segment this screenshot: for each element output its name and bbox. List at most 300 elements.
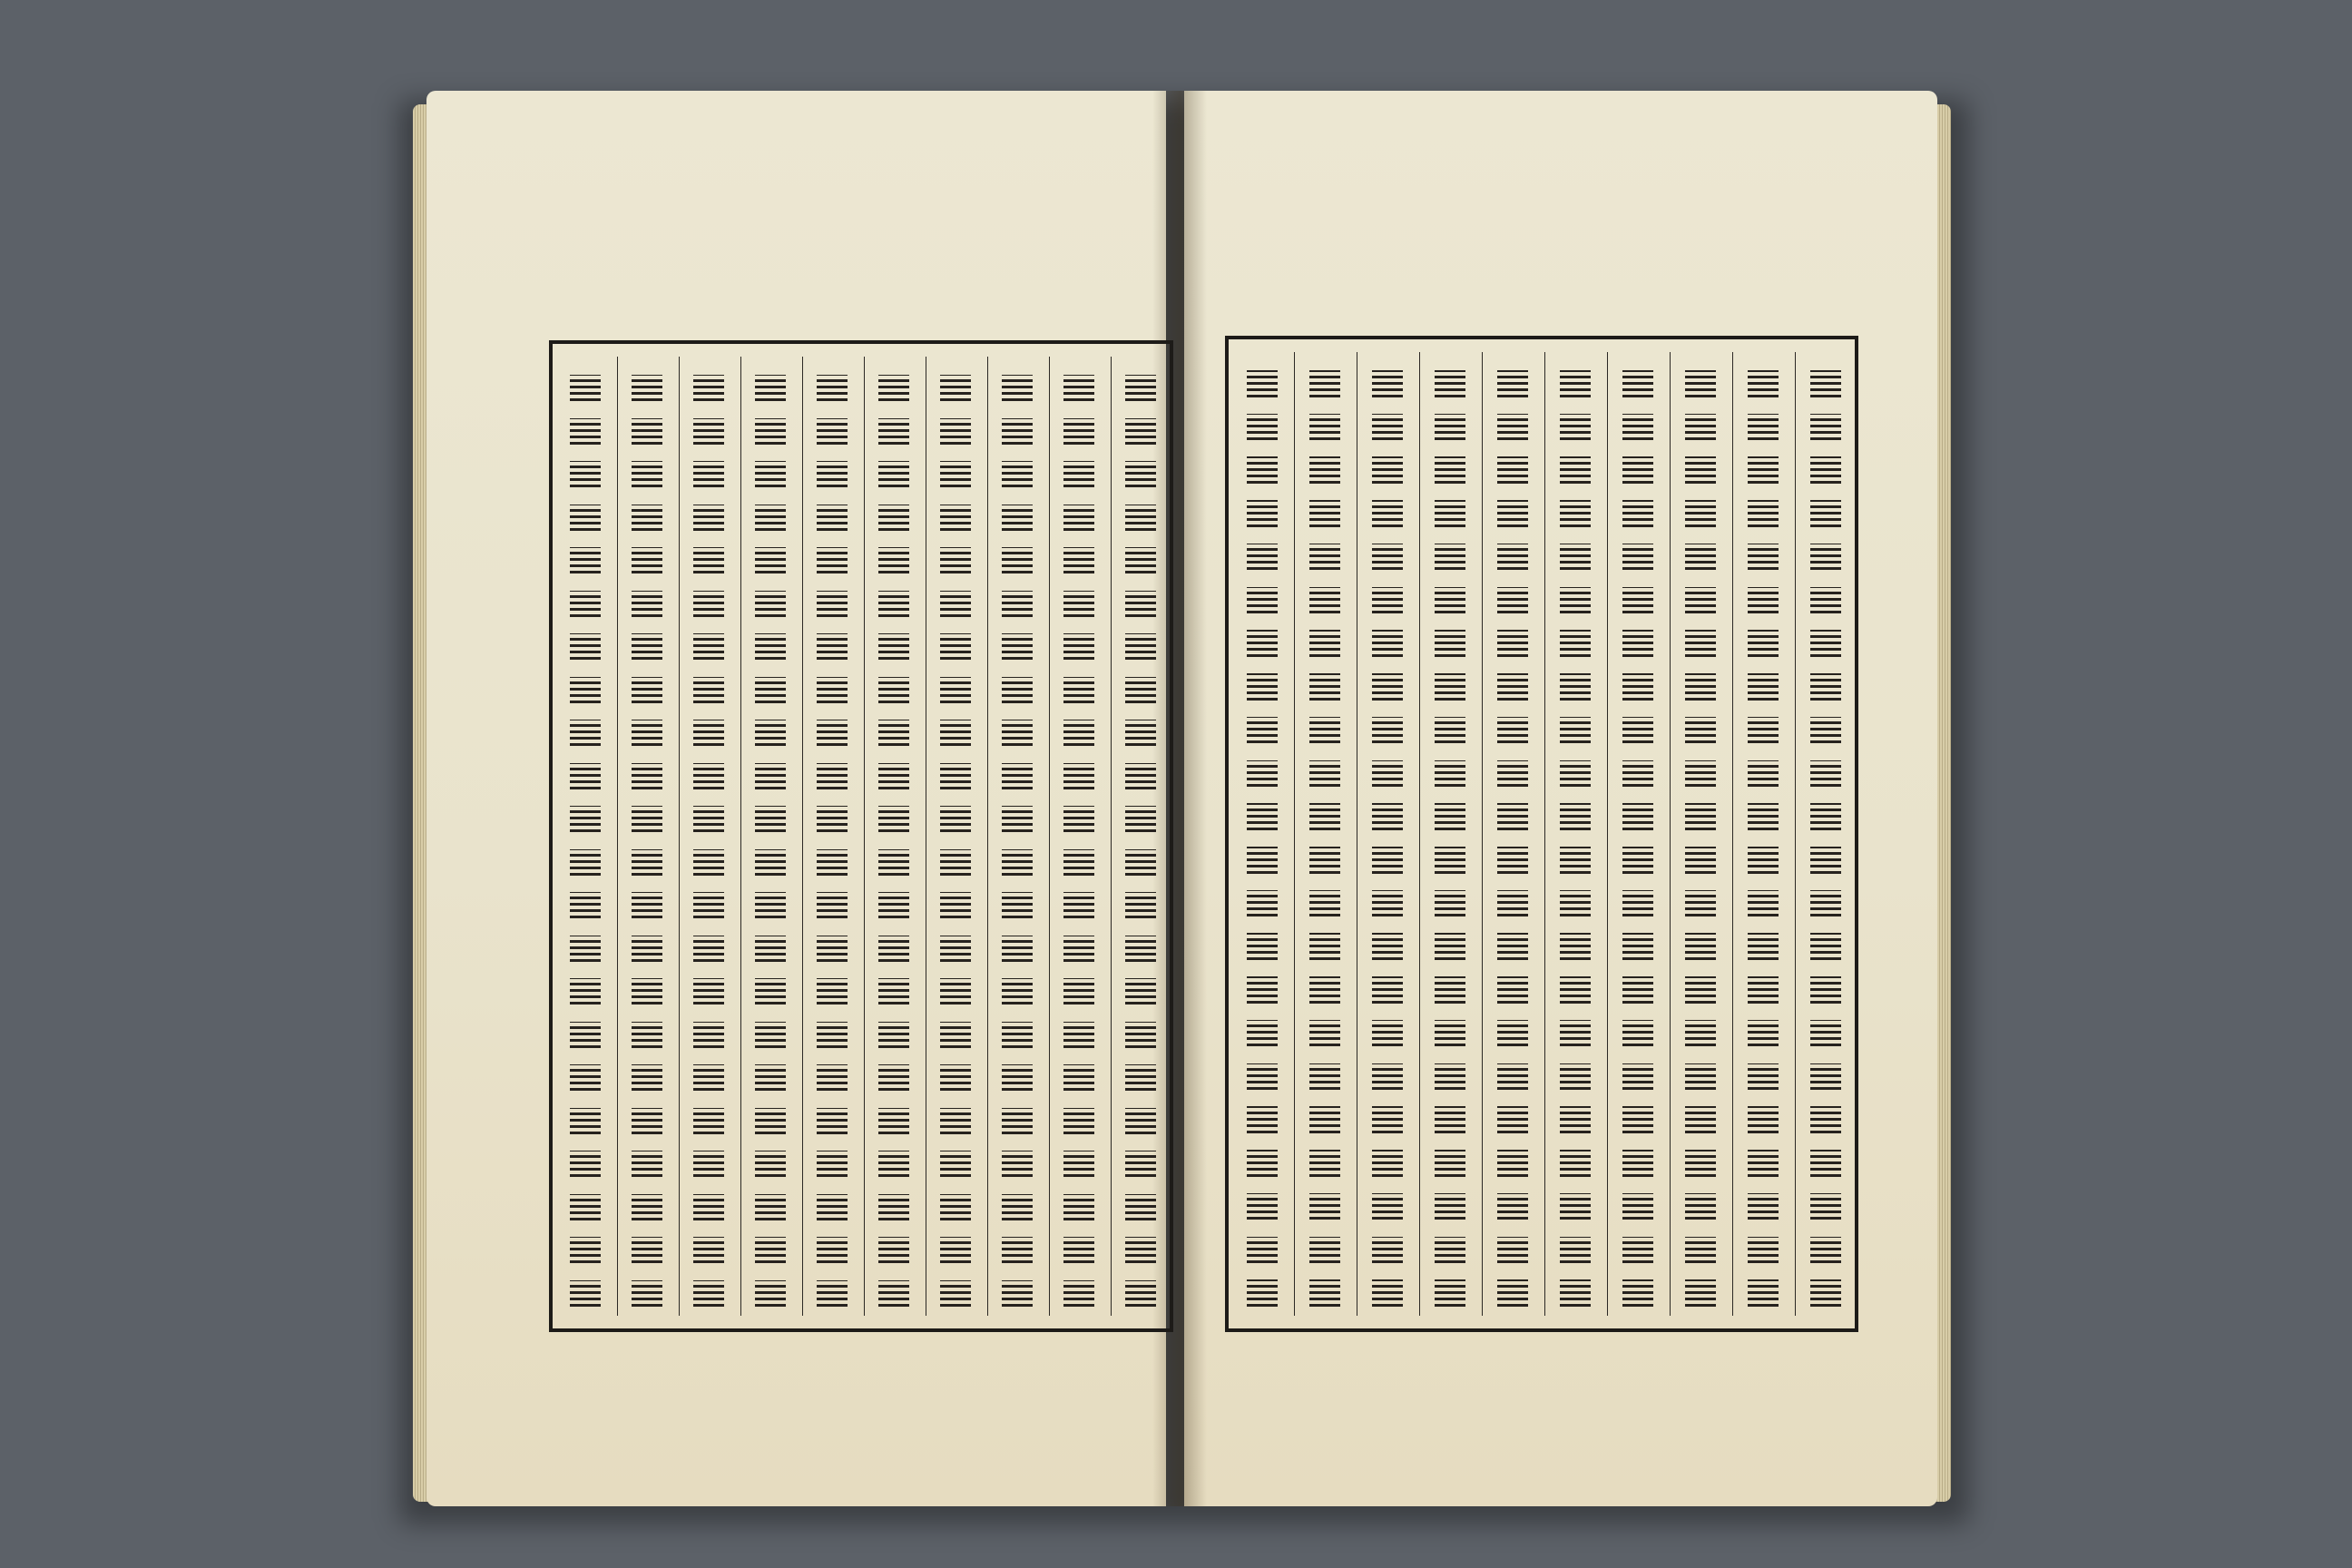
left-page-column — [987, 357, 1046, 1316]
right-page-glyph-placeholder — [1685, 976, 1716, 1004]
left-page-glyph-placeholder — [693, 1022, 724, 1048]
right-page-glyph-placeholder — [1497, 717, 1528, 744]
right-page-glyph-placeholder — [1685, 1106, 1716, 1133]
right-page-glyph-placeholder — [1309, 544, 1340, 571]
right-page-glyph-placeholder — [1622, 1237, 1653, 1264]
left-page-glyph-placeholder — [1063, 806, 1094, 832]
left-page-glyph-placeholder — [570, 547, 601, 573]
right-page-glyph-placeholder — [1372, 847, 1403, 874]
left-page-glyph-placeholder — [755, 1237, 786, 1263]
left-page-glyph-placeholder — [940, 591, 971, 617]
right-page-glyph-placeholder — [1622, 803, 1653, 830]
left-page-glyph-placeholder — [632, 892, 662, 918]
right-page-glyph-placeholder — [1435, 1193, 1465, 1220]
right-page-glyph-placeholder — [1622, 544, 1653, 571]
right-page-glyph-placeholder — [1748, 1279, 1779, 1307]
left-page-glyph-placeholder — [693, 591, 724, 617]
left-page-glyph-placeholder — [1002, 978, 1033, 1004]
right-page-glyph-placeholder — [1685, 1237, 1716, 1264]
right-page-glyph-placeholder — [1560, 587, 1591, 614]
left-page-glyph-placeholder — [1125, 936, 1156, 962]
right-page-glyph-placeholder — [1622, 673, 1653, 701]
left-page-glyph-placeholder — [755, 677, 786, 703]
right-page-glyph-placeholder — [1810, 587, 1841, 614]
left-page-glyph-placeholder — [1125, 375, 1156, 401]
left-page-glyph-placeholder — [570, 1194, 601, 1220]
left-page-glyph-placeholder — [878, 1280, 909, 1307]
left-page-glyph-placeholder — [878, 1108, 909, 1134]
left-page-glyph-placeholder — [632, 1194, 662, 1220]
right-page-glyph-placeholder — [1685, 673, 1716, 701]
right-page-glyph-placeholder — [1247, 847, 1278, 874]
left-page-glyph-placeholder — [1125, 892, 1156, 918]
left-page-glyph-placeholder — [1063, 849, 1094, 876]
left-page-glyph-placeholder — [1063, 461, 1094, 487]
left-page-glyph-placeholder — [1063, 375, 1094, 401]
right-page-glyph-placeholder — [1372, 976, 1403, 1004]
left-page-glyph-placeholder — [1063, 505, 1094, 531]
left-page-glyph-placeholder — [1063, 1280, 1094, 1307]
right-page-column — [1232, 352, 1291, 1316]
left-page-glyph-placeholder — [817, 1022, 848, 1048]
left-page-glyph-placeholder — [632, 1108, 662, 1134]
left-page-glyph-placeholder — [1002, 763, 1033, 789]
right-page-glyph-placeholder — [1560, 847, 1591, 874]
right-page-glyph-placeholder — [1497, 1237, 1528, 1264]
left-page-glyph-placeholder — [817, 375, 848, 401]
right-page-glyph-placeholder — [1497, 673, 1528, 701]
right-page-glyph-placeholder — [1435, 803, 1465, 830]
left-page-glyph-placeholder — [570, 1108, 601, 1134]
left-page-glyph-placeholder — [940, 936, 971, 962]
right-page-glyph-placeholder — [1309, 890, 1340, 917]
left-page-glyph-placeholder — [817, 763, 848, 789]
left-page-glyph-placeholder — [1063, 1151, 1094, 1177]
left-page-glyph-placeholder — [1002, 505, 1033, 531]
right-page-glyph-placeholder — [1309, 976, 1340, 1004]
right-page-glyph-placeholder — [1435, 1237, 1465, 1264]
right-page-glyph-placeholder — [1622, 630, 1653, 657]
right-page-glyph-placeholder — [1622, 456, 1653, 484]
left-page-glyph-placeholder — [755, 978, 786, 1004]
right-page-glyph-placeholder — [1247, 500, 1278, 527]
left-page-glyph-placeholder — [693, 1280, 724, 1307]
right-page-glyph-placeholder — [1372, 1106, 1403, 1133]
right-page-glyph-placeholder — [1685, 717, 1716, 744]
left-page-glyph-placeholder — [878, 633, 909, 660]
left-page-glyph-placeholder — [1002, 418, 1033, 445]
left-page-glyph-placeholder — [693, 1194, 724, 1220]
right-page-glyph-placeholder — [1309, 1106, 1340, 1133]
right-page-glyph-placeholder — [1685, 847, 1716, 874]
right-page-glyph-placeholder — [1810, 1150, 1841, 1177]
left-page-glyph-placeholder — [755, 720, 786, 746]
right-page-column — [1607, 352, 1667, 1316]
left-page-glyph-placeholder — [632, 461, 662, 487]
right-page-glyph-placeholder — [1810, 630, 1841, 657]
right-page-glyph-placeholder — [1810, 414, 1841, 441]
left-page-glyph-placeholder — [1002, 1280, 1033, 1307]
left-page-glyph-placeholder — [693, 375, 724, 401]
left-page-glyph-placeholder — [1063, 720, 1094, 746]
right-page-glyph-placeholder — [1622, 1063, 1653, 1091]
right-page-glyph-placeholder — [1685, 630, 1716, 657]
left-page-glyph-placeholder — [1002, 1022, 1033, 1048]
right-page-glyph-placeholder — [1309, 456, 1340, 484]
right-page-glyph-placeholder — [1435, 1020, 1465, 1047]
left-page-glyph-placeholder — [817, 720, 848, 746]
right-page-column — [1795, 352, 1855, 1316]
right-page-glyph-placeholder — [1622, 500, 1653, 527]
right-page-glyph-placeholder — [1309, 717, 1340, 744]
left-text-frame — [549, 340, 1173, 1332]
left-page-column — [679, 357, 738, 1316]
right-page-glyph-placeholder — [1622, 890, 1653, 917]
right-page-glyph-placeholder — [1622, 1106, 1653, 1133]
right-page-glyph-placeholder — [1435, 544, 1465, 571]
right-page-glyph-placeholder — [1560, 976, 1591, 1004]
right-page-glyph-placeholder — [1435, 933, 1465, 960]
left-page-glyph-placeholder — [940, 677, 971, 703]
right-page-glyph-placeholder — [1497, 1193, 1528, 1220]
right-page-glyph-placeholder — [1435, 587, 1465, 614]
right-page-glyph-placeholder — [1372, 1020, 1403, 1047]
right-page-glyph-placeholder — [1810, 1063, 1841, 1091]
right-page-glyph-placeholder — [1685, 1020, 1716, 1047]
left-page-glyph-placeholder — [940, 849, 971, 876]
right-page-glyph-placeholder — [1247, 890, 1278, 917]
left-page-glyph-placeholder — [817, 849, 848, 876]
right-page-glyph-placeholder — [1372, 1150, 1403, 1177]
right-page-glyph-placeholder — [1372, 630, 1403, 657]
left-page-glyph-placeholder — [570, 591, 601, 617]
right-page-glyph-placeholder — [1247, 717, 1278, 744]
right-page-glyph-placeholder — [1497, 1020, 1528, 1047]
right-page-glyph-placeholder — [1810, 673, 1841, 701]
left-page-glyph-placeholder — [632, 978, 662, 1004]
left-page-glyph-placeholder — [1063, 1194, 1094, 1220]
left-page-glyph-placeholder — [1125, 461, 1156, 487]
right-page-glyph-placeholder — [1309, 803, 1340, 830]
right-page-glyph-placeholder — [1685, 803, 1716, 830]
right-page-glyph-placeholder — [1247, 1020, 1278, 1047]
left-page-glyph-placeholder — [693, 677, 724, 703]
right-page-glyph-placeholder — [1685, 544, 1716, 571]
left-page-glyph-placeholder — [940, 978, 971, 1004]
right-page-glyph-placeholder — [1810, 890, 1841, 917]
left-page-glyph-placeholder — [878, 720, 909, 746]
right-page-glyph-placeholder — [1497, 414, 1528, 441]
left-page-glyph-placeholder — [755, 505, 786, 531]
right-page-glyph-placeholder — [1810, 717, 1841, 744]
left-page-glyph-placeholder — [632, 677, 662, 703]
left-page-glyph-placeholder — [570, 849, 601, 876]
left-page-glyph-placeholder — [570, 892, 601, 918]
right-page-glyph-placeholder — [1622, 760, 1653, 788]
right-page-glyph-placeholder — [1810, 456, 1841, 484]
left-page-glyph-placeholder — [1002, 547, 1033, 573]
right-page-glyph-placeholder — [1372, 587, 1403, 614]
left-page-glyph-placeholder — [570, 1280, 601, 1307]
left-page-glyph-placeholder — [1063, 633, 1094, 660]
right-page-glyph-placeholder — [1309, 760, 1340, 788]
right-page-glyph-placeholder — [1748, 1063, 1779, 1091]
right-page-glyph-placeholder — [1748, 500, 1779, 527]
left-page-glyph-placeholder — [940, 1022, 971, 1048]
left-page-glyph-placeholder — [817, 1108, 848, 1134]
left-page-glyph-placeholder — [632, 1151, 662, 1177]
right-page-glyph-placeholder — [1560, 630, 1591, 657]
right-page-glyph-placeholder — [1435, 760, 1465, 788]
left-page-glyph-placeholder — [1002, 633, 1033, 660]
right-page-glyph-placeholder — [1748, 370, 1779, 397]
left-page-glyph-placeholder — [940, 892, 971, 918]
right-page-glyph-placeholder — [1622, 717, 1653, 744]
left-page-glyph-placeholder — [693, 892, 724, 918]
right-page-glyph-placeholder — [1622, 1150, 1653, 1177]
left-page-glyph-placeholder — [632, 418, 662, 445]
left-page-glyph-placeholder — [1002, 461, 1033, 487]
right-page-glyph-placeholder — [1810, 760, 1841, 788]
left-page-glyph-placeholder — [878, 677, 909, 703]
left-page-glyph-placeholder — [817, 1194, 848, 1220]
right-page-glyph-placeholder — [1560, 414, 1591, 441]
left-page-glyph-placeholder — [940, 1194, 971, 1220]
left-page-glyph-placeholder — [755, 591, 786, 617]
right-page-glyph-placeholder — [1309, 587, 1340, 614]
left-page-column — [556, 357, 614, 1316]
left-page-glyph-placeholder — [632, 375, 662, 401]
left-page-glyph-placeholder — [693, 1108, 724, 1134]
right-page-glyph-placeholder — [1685, 456, 1716, 484]
right-page-glyph-placeholder — [1560, 933, 1591, 960]
left-page-glyph-placeholder — [1063, 677, 1094, 703]
right-page-column — [1670, 352, 1730, 1316]
left-page-glyph-placeholder — [940, 505, 971, 531]
right-page-glyph-placeholder — [1748, 587, 1779, 614]
right-page-glyph-placeholder — [1435, 370, 1465, 397]
left-page-glyph-placeholder — [817, 978, 848, 1004]
left-page-glyph-placeholder — [632, 806, 662, 832]
left-page-glyph-placeholder — [693, 505, 724, 531]
right-page-glyph-placeholder — [1247, 630, 1278, 657]
right-page-glyph-placeholder — [1497, 1150, 1528, 1177]
right-page-glyph-placeholder — [1247, 1279, 1278, 1307]
left-page-glyph-placeholder — [878, 936, 909, 962]
left-page-glyph-placeholder — [632, 591, 662, 617]
right-page-glyph-placeholder — [1622, 1193, 1653, 1220]
left-page-glyph-placeholder — [1002, 375, 1033, 401]
left-page-glyph-placeholder — [940, 763, 971, 789]
right-page-glyph-placeholder — [1622, 1020, 1653, 1047]
left-page-glyph-placeholder — [878, 591, 909, 617]
left-page-glyph-placeholder — [817, 1237, 848, 1263]
right-page-glyph-placeholder — [1372, 933, 1403, 960]
left-page-glyph-placeholder — [1063, 763, 1094, 789]
left-page-glyph-placeholder — [632, 633, 662, 660]
right-page-glyph-placeholder — [1309, 1237, 1340, 1264]
right-page-glyph-placeholder — [1247, 1150, 1278, 1177]
left-page-glyph-placeholder — [1002, 591, 1033, 617]
right-page-glyph-placeholder — [1247, 414, 1278, 441]
left-page-glyph-placeholder — [632, 849, 662, 876]
left-page-glyph-placeholder — [1063, 1022, 1094, 1048]
left-page-glyph-placeholder — [940, 1280, 971, 1307]
left-page-glyph-placeholder — [693, 1151, 724, 1177]
right-page-glyph-placeholder — [1748, 717, 1779, 744]
left-page-glyph-placeholder — [878, 505, 909, 531]
right-page-glyph-placeholder — [1622, 976, 1653, 1004]
left-page-glyph-placeholder — [693, 720, 724, 746]
left-page-glyph-placeholder — [817, 418, 848, 445]
left-page-glyph-placeholder — [878, 763, 909, 789]
right-page-glyph-placeholder — [1810, 1106, 1841, 1133]
right-page-glyph-placeholder — [1497, 847, 1528, 874]
left-page-glyph-placeholder — [1002, 1237, 1033, 1263]
left-page-glyph-placeholder — [755, 461, 786, 487]
right-page-glyph-placeholder — [1247, 976, 1278, 1004]
right-page-glyph-placeholder — [1748, 630, 1779, 657]
left-page-glyph-placeholder — [632, 1280, 662, 1307]
right-page-glyph-placeholder — [1497, 544, 1528, 571]
right-page-glyph-placeholder — [1622, 1279, 1653, 1307]
right-page-glyph-placeholder — [1560, 1150, 1591, 1177]
right-page-glyph-placeholder — [1435, 414, 1465, 441]
left-page-glyph-placeholder — [570, 936, 601, 962]
right-page-glyph-placeholder — [1622, 847, 1653, 874]
left-page-glyph-placeholder — [1063, 547, 1094, 573]
right-page-glyph-placeholder — [1372, 673, 1403, 701]
right-page-glyph-placeholder — [1685, 370, 1716, 397]
right-page-glyph-placeholder — [1810, 500, 1841, 527]
left-page-glyph-placeholder — [1125, 547, 1156, 573]
right-page-glyph-placeholder — [1622, 933, 1653, 960]
left-page-glyph-placeholder — [570, 1022, 601, 1048]
right-page-glyph-placeholder — [1247, 673, 1278, 701]
left-page-glyph-placeholder — [1125, 1280, 1156, 1307]
right-page-glyph-placeholder — [1497, 976, 1528, 1004]
right-page-glyph-placeholder — [1372, 803, 1403, 830]
left-page-glyph-placeholder — [878, 1064, 909, 1091]
right-page-glyph-placeholder — [1560, 890, 1591, 917]
right-page-glyph-placeholder — [1560, 803, 1591, 830]
right-page-glyph-placeholder — [1685, 1063, 1716, 1091]
right-page-glyph-placeholder — [1810, 976, 1841, 1004]
right-page-glyph-placeholder — [1685, 1150, 1716, 1177]
right-page-glyph-placeholder — [1247, 1106, 1278, 1133]
right-page-glyph-placeholder — [1309, 1150, 1340, 1177]
right-page-glyph-placeholder — [1309, 673, 1340, 701]
left-page-glyph-placeholder — [570, 1151, 601, 1177]
right-page-glyph-placeholder — [1748, 456, 1779, 484]
left-page-glyph-placeholder — [693, 1064, 724, 1091]
left-page-glyph-placeholder — [570, 1064, 601, 1091]
left-page-glyph-placeholder — [1125, 806, 1156, 832]
right-page-glyph-placeholder — [1560, 760, 1591, 788]
left-page-column — [926, 357, 985, 1316]
left-page-glyph-placeholder — [817, 806, 848, 832]
right-page-glyph-placeholder — [1309, 370, 1340, 397]
right-page-glyph-placeholder — [1810, 803, 1841, 830]
right-page-glyph-placeholder — [1309, 933, 1340, 960]
left-page-glyph-placeholder — [570, 418, 601, 445]
left-page-glyph-placeholder — [1125, 505, 1156, 531]
right-page-glyph-placeholder — [1810, 370, 1841, 397]
left-page-glyph-placeholder — [878, 418, 909, 445]
left-page-glyph-placeholder — [878, 1194, 909, 1220]
left-page-glyph-placeholder — [1002, 849, 1033, 876]
left-page-glyph-placeholder — [632, 1022, 662, 1048]
left-page-glyph-placeholder — [817, 936, 848, 962]
right-page-glyph-placeholder — [1435, 1063, 1465, 1091]
right-page-glyph-placeholder — [1497, 803, 1528, 830]
left-page-glyph-placeholder — [1125, 763, 1156, 789]
left-page-glyph-placeholder — [817, 1151, 848, 1177]
right-page-glyph-placeholder — [1560, 456, 1591, 484]
left-page-glyph-placeholder — [1002, 1151, 1033, 1177]
left-page-glyph-placeholder — [878, 806, 909, 832]
left-page-glyph-placeholder — [693, 547, 724, 573]
left-page-glyph-placeholder — [1125, 1064, 1156, 1091]
right-page-glyph-placeholder — [1497, 1063, 1528, 1091]
left-page-glyph-placeholder — [570, 763, 601, 789]
left-page-glyph-placeholder — [1002, 1064, 1033, 1091]
left-page-glyph-placeholder — [632, 505, 662, 531]
left-page-glyph-placeholder — [755, 1280, 786, 1307]
right-page-glyph-placeholder — [1309, 1279, 1340, 1307]
left-page-glyph-placeholder — [940, 1151, 971, 1177]
right-page-glyph-placeholder — [1560, 1063, 1591, 1091]
left-page-glyph-placeholder — [1063, 978, 1094, 1004]
right-page-glyph-placeholder — [1372, 456, 1403, 484]
left-page-glyph-placeholder — [570, 806, 601, 832]
right-page-glyph-placeholder — [1435, 1150, 1465, 1177]
right-text-frame — [1225, 336, 1858, 1332]
left-page-glyph-placeholder — [755, 418, 786, 445]
left-page-glyph-placeholder — [817, 505, 848, 531]
left-page-glyph-placeholder — [878, 978, 909, 1004]
right-page-glyph-placeholder — [1497, 587, 1528, 614]
right-page-glyph-placeholder — [1560, 673, 1591, 701]
left-page-glyph-placeholder — [693, 849, 724, 876]
left-page-glyph-placeholder — [817, 677, 848, 703]
left-page-glyph-placeholder — [570, 633, 601, 660]
right-page-glyph-placeholder — [1372, 1063, 1403, 1091]
right-page-glyph-placeholder — [1497, 760, 1528, 788]
right-page-glyph-placeholder — [1748, 976, 1779, 1004]
left-page-glyph-placeholder — [1002, 720, 1033, 746]
right-page-glyph-placeholder — [1748, 803, 1779, 830]
left-page-column — [740, 357, 799, 1316]
right-page-glyph-placeholder — [1247, 1237, 1278, 1264]
right-page-glyph-placeholder — [1560, 1106, 1591, 1133]
left-page-glyph-placeholder — [570, 720, 601, 746]
right-page-glyph-placeholder — [1435, 673, 1465, 701]
right-page-glyph-placeholder — [1497, 500, 1528, 527]
right-page-glyph-placeholder — [1435, 456, 1465, 484]
left-page-glyph-placeholder — [940, 1108, 971, 1134]
right-page-column — [1482, 352, 1542, 1316]
left-page-glyph-placeholder — [570, 677, 601, 703]
right-page-glyph-placeholder — [1497, 1106, 1528, 1133]
right-page-glyph-placeholder — [1622, 370, 1653, 397]
right-page-glyph-placeholder — [1247, 803, 1278, 830]
left-page-glyph-placeholder — [755, 936, 786, 962]
right-page-glyph-placeholder — [1372, 414, 1403, 441]
right-page-glyph-placeholder — [1560, 1237, 1591, 1264]
right-page-glyph-placeholder — [1685, 890, 1716, 917]
right-page-glyph-placeholder — [1810, 1193, 1841, 1220]
